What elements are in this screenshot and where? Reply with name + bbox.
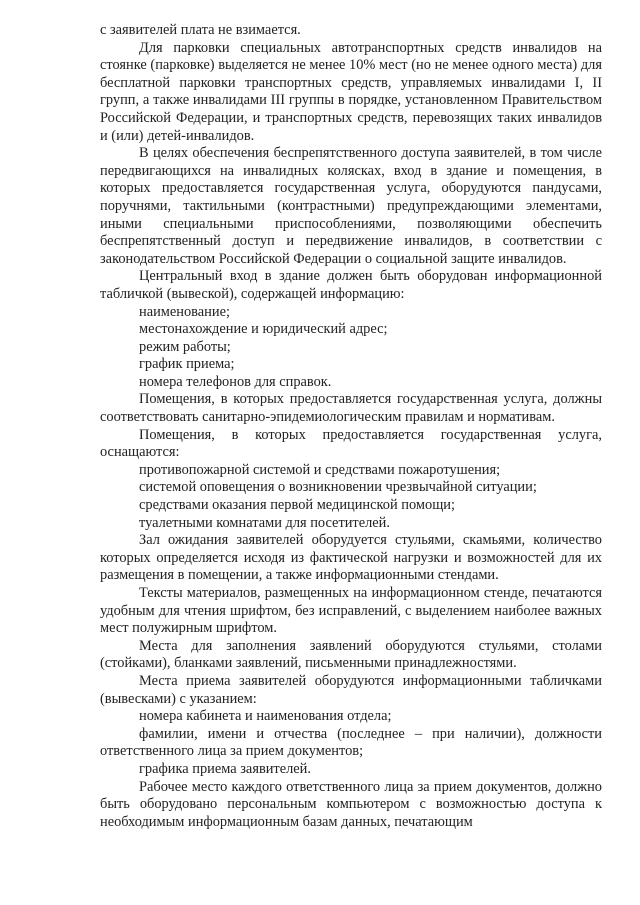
paragraph-parking: Для парковки специальных автотранспортных средств инвалидов на стоянке (парковке) выделяется не менее 10% мест (но не менее одного места) для бесплатной парковки транспортных средств, управляемых инвалидами I, II групп, а также инвалидами III группы в порядке, установленном Правительством Российской Федерации, и транспортных средств, перевозящих таких инвалидов и (или) детей-инвалидов. <box>100 39 602 144</box>
list-item: системой оповещения о возникновении чрезвычайной ситуации; <box>139 479 537 496</box>
list-item: туалетными комнатами для посетителей. <box>139 514 390 531</box>
list-item: противопожарной системой и средствами пожаротушения; <box>139 461 501 478</box>
paragraph-continuation: с заявителей плата не взимается. <box>100 22 301 38</box>
list-item: номера телефонов для справок. <box>139 373 332 390</box>
paragraph-reception-places: Места приема заявителей оборудуются информационными табличками (вывесками) с указанием: <box>100 672 602 707</box>
list-item: местонахождение и юридический адрес; <box>139 321 388 338</box>
paragraph-entrance-sign: Центральный вход в здание должен быть оборудован информационной табличкой (вывеской), содержащей информацию: <box>100 268 602 302</box>
list-item: средствами оказания первой медицинской помощи; <box>139 497 455 514</box>
list-item: номера кабинета и наименования отдела; <box>139 708 392 725</box>
paragraph-waiting-hall: Зал ожидания заявителей оборудуется стульями, скамьями, количество которых определяется исходя из фактической нагрузки и возможностей для их размещения в помещении, а также информационными стендами. <box>100 532 602 584</box>
paragraph-equipment: Помещения, в которых предоставляется государственная услуга, оснащаются: <box>100 426 602 461</box>
document-body <box>100 22 602 831</box>
paragraph-filling-places: Места для заполнения заявлений оборудуются стульями, столами (стойками), бланками заявлений, письменными принадлежностями. <box>100 637 602 672</box>
paragraph-workplace: Рабочее место каждого ответственного лица за прием документов, должно быть оборудовано персональным компьютером с возможностью доступа к необходимым информационным базам данных, печатающим <box>100 778 602 830</box>
list-item: график приема; <box>139 356 235 373</box>
paragraph-sanitary: Помещения, в которых предоставляется государственная услуга, должны соответствовать санитарно-эпидемиологическим правилам и нормативам. <box>100 391 602 426</box>
paragraph-accessibility: В целях обеспечения беспрепятственного доступа заявителей, в том числе передвигающихся на инвалидных колясках, вход в здание и помещения, в которых предоставляется государственная услуга, оборудуются пандусами, поручнями, тактильными (контрастными) предупреждающими элементами, иными специальными приспособлениями, позволяющими обеспечить беспрепятственный доступ и передвижение инвалидов, в соответствии с законодательством Российской Федерации о социальной защите инвалидов. <box>100 145 602 267</box>
list-item: графика приема заявителей. <box>139 760 311 777</box>
list-item-wrapped: фамилии, имени и отчества (последнее – при наличии), должности ответственного лица за прием документов; <box>100 725 602 760</box>
list-item: наименование; <box>139 303 230 320</box>
paragraph-stand-texts: Тексты материалов, размещенных на информационном стенде, печатаются удобным для чтения шрифтом, без исправлений, с выделением наиболее важных мест полужирным шрифтом. <box>100 585 602 637</box>
list-item: режим работы; <box>139 338 231 355</box>
